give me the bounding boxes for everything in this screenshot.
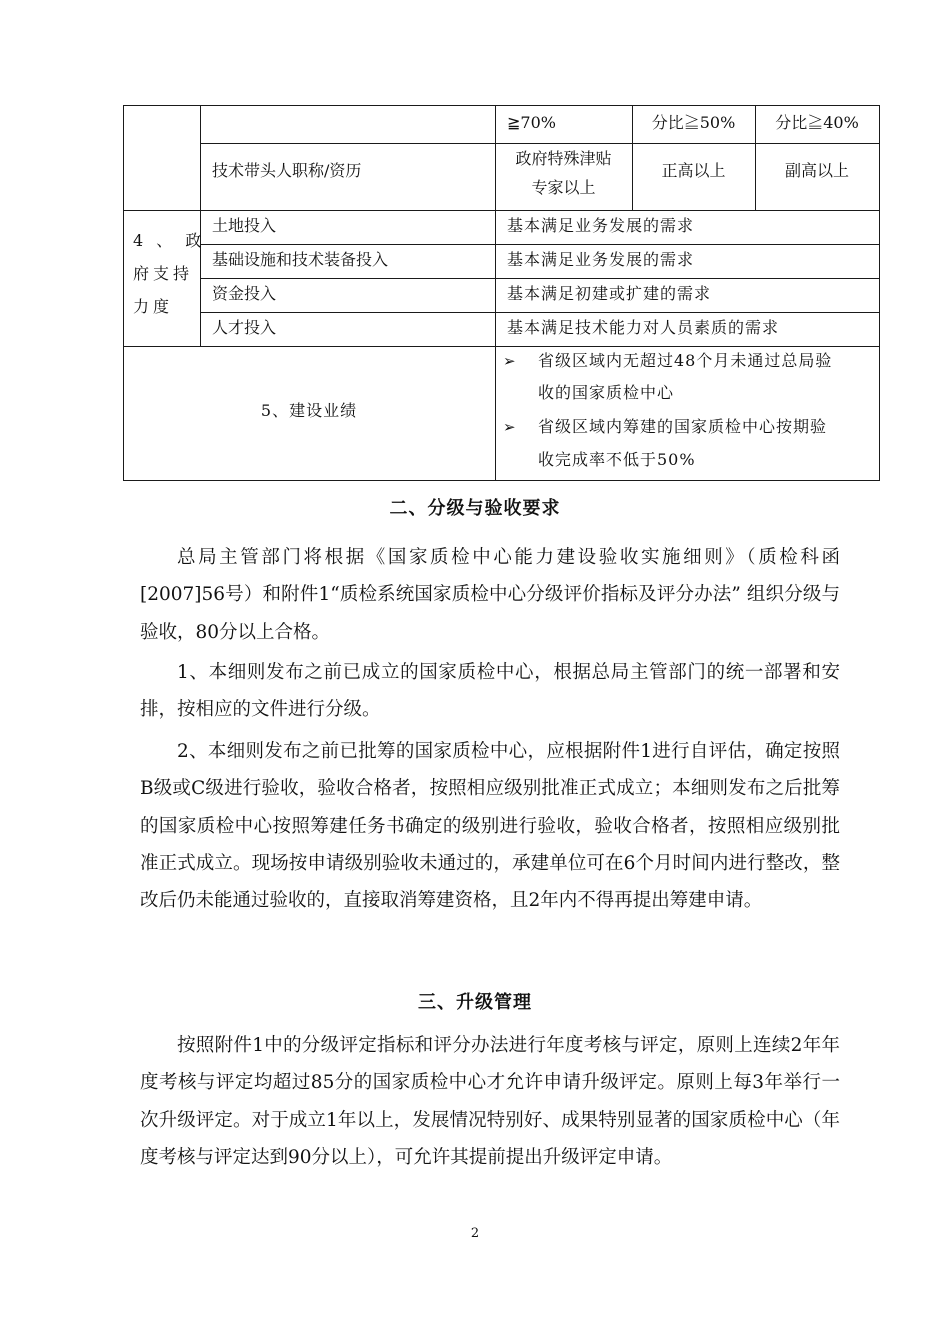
section4-title-line2: 府支持	[133, 264, 194, 283]
bullet-arrow-icon: ➢	[503, 418, 516, 436]
section5-title: 5、建设业绩	[260, 401, 358, 420]
table-rule	[200, 143, 880, 144]
criteria-table	[123, 105, 880, 481]
row2-col5: 副高以上	[784, 161, 849, 180]
support-row-value: 基本满足业务发展的需求	[507, 250, 695, 269]
row1-col5: 分比≧40%	[775, 113, 859, 132]
table-rule	[879, 105, 880, 481]
row2-col3-line1: 政府特殊津贴	[515, 149, 612, 168]
row2-col3-line2: 专家以上	[531, 178, 596, 197]
row1-col3: ≧70%	[507, 113, 556, 132]
row1-col4: 分比≧50%	[651, 113, 736, 132]
paragraph: 总局主管部门将根据《国家质检中心能力建设验收实施细则》（质检科函[2007]56号）和附件1“质检系统国家质检中心分级评价指标及评分办法” 组织分级与验收，80分以上合格。	[140, 547, 840, 643]
table-rule	[123, 105, 124, 481]
support-row-value: 基本满足技术能力对人员素质的需求	[507, 318, 780, 337]
support-row-value: 基本满足业务发展的需求	[507, 216, 695, 235]
table-rule	[123, 105, 880, 106]
table-rule	[123, 210, 880, 211]
section4-title-line1: 4 、 政	[133, 231, 206, 250]
bullet-arrow-icon: ➢	[503, 352, 516, 370]
bullet-line: 省级区域内无超过48个月未通过总局验	[538, 351, 833, 370]
support-row-label: 资金投入	[212, 284, 277, 303]
paragraph: 2、本细则发布之前已批筹的国家质检中心，应根据附件1进行自评估，确定按照B级或C级进行验收，验收合格者，按照相应级别批准正式成立；本细则发布之后批筹的国家质检中心按照筹建任务书确定的级别进行验收，验收合格者，按照相应级别批准正式成立。现场按申请级别验收未通过的，承建单位可在6个月时间内进行整改，整改后仍未能通过验收的，直接取消筹建资格，且2年内不得再提出筹建申请。	[140, 741, 840, 912]
bullet-line: 省级区域内筹建的国家质检中心按期验	[538, 417, 828, 436]
support-row-label: 土地投入	[212, 216, 277, 235]
table-rule	[200, 278, 880, 279]
table-rule	[200, 312, 880, 313]
row2-col4: 正高以上	[661, 161, 726, 180]
table-rule	[200, 105, 201, 346]
table-rule	[123, 480, 880, 481]
table-rule	[123, 346, 880, 347]
bullet-line: 收完成率不低于50%	[538, 450, 696, 469]
section-three-heading: 三、升级管理	[418, 992, 532, 1013]
page-number: 2	[470, 1226, 480, 1241]
support-row-value: 基本满足初建或扩建的需求	[507, 284, 712, 303]
paragraph: 按照附件1中的分级评定指标和评分办法进行年度考核与评定，原则上连续2年年度考核与评定均超过85分的国家质检中心才允许申请升级评定。原则上每3年举行一次升级评定。对于成立1年以上，发展情况特别好、成果特别显著的国家质检中心（年度考核与评定达到90分以上），可允许其提前提出升级评定申请。	[140, 1035, 840, 1168]
table-rule	[200, 244, 880, 245]
bullet-line: 收的国家质检中心	[538, 383, 675, 402]
section-two-heading: 二、分级与验收要求	[389, 498, 561, 519]
section4-title-line3: 力度	[133, 297, 174, 316]
row2-label: 技术带头人职称/资历	[212, 161, 362, 180]
support-row-label: 人才投入	[212, 318, 277, 337]
support-row-label: 基础设施和技术装备投入	[212, 250, 389, 269]
paragraph: 1、本细则发布之前已成立的国家质检中心，根据总局主管部门的统一部署和安排，按相应的文件进行分级。	[140, 662, 840, 721]
